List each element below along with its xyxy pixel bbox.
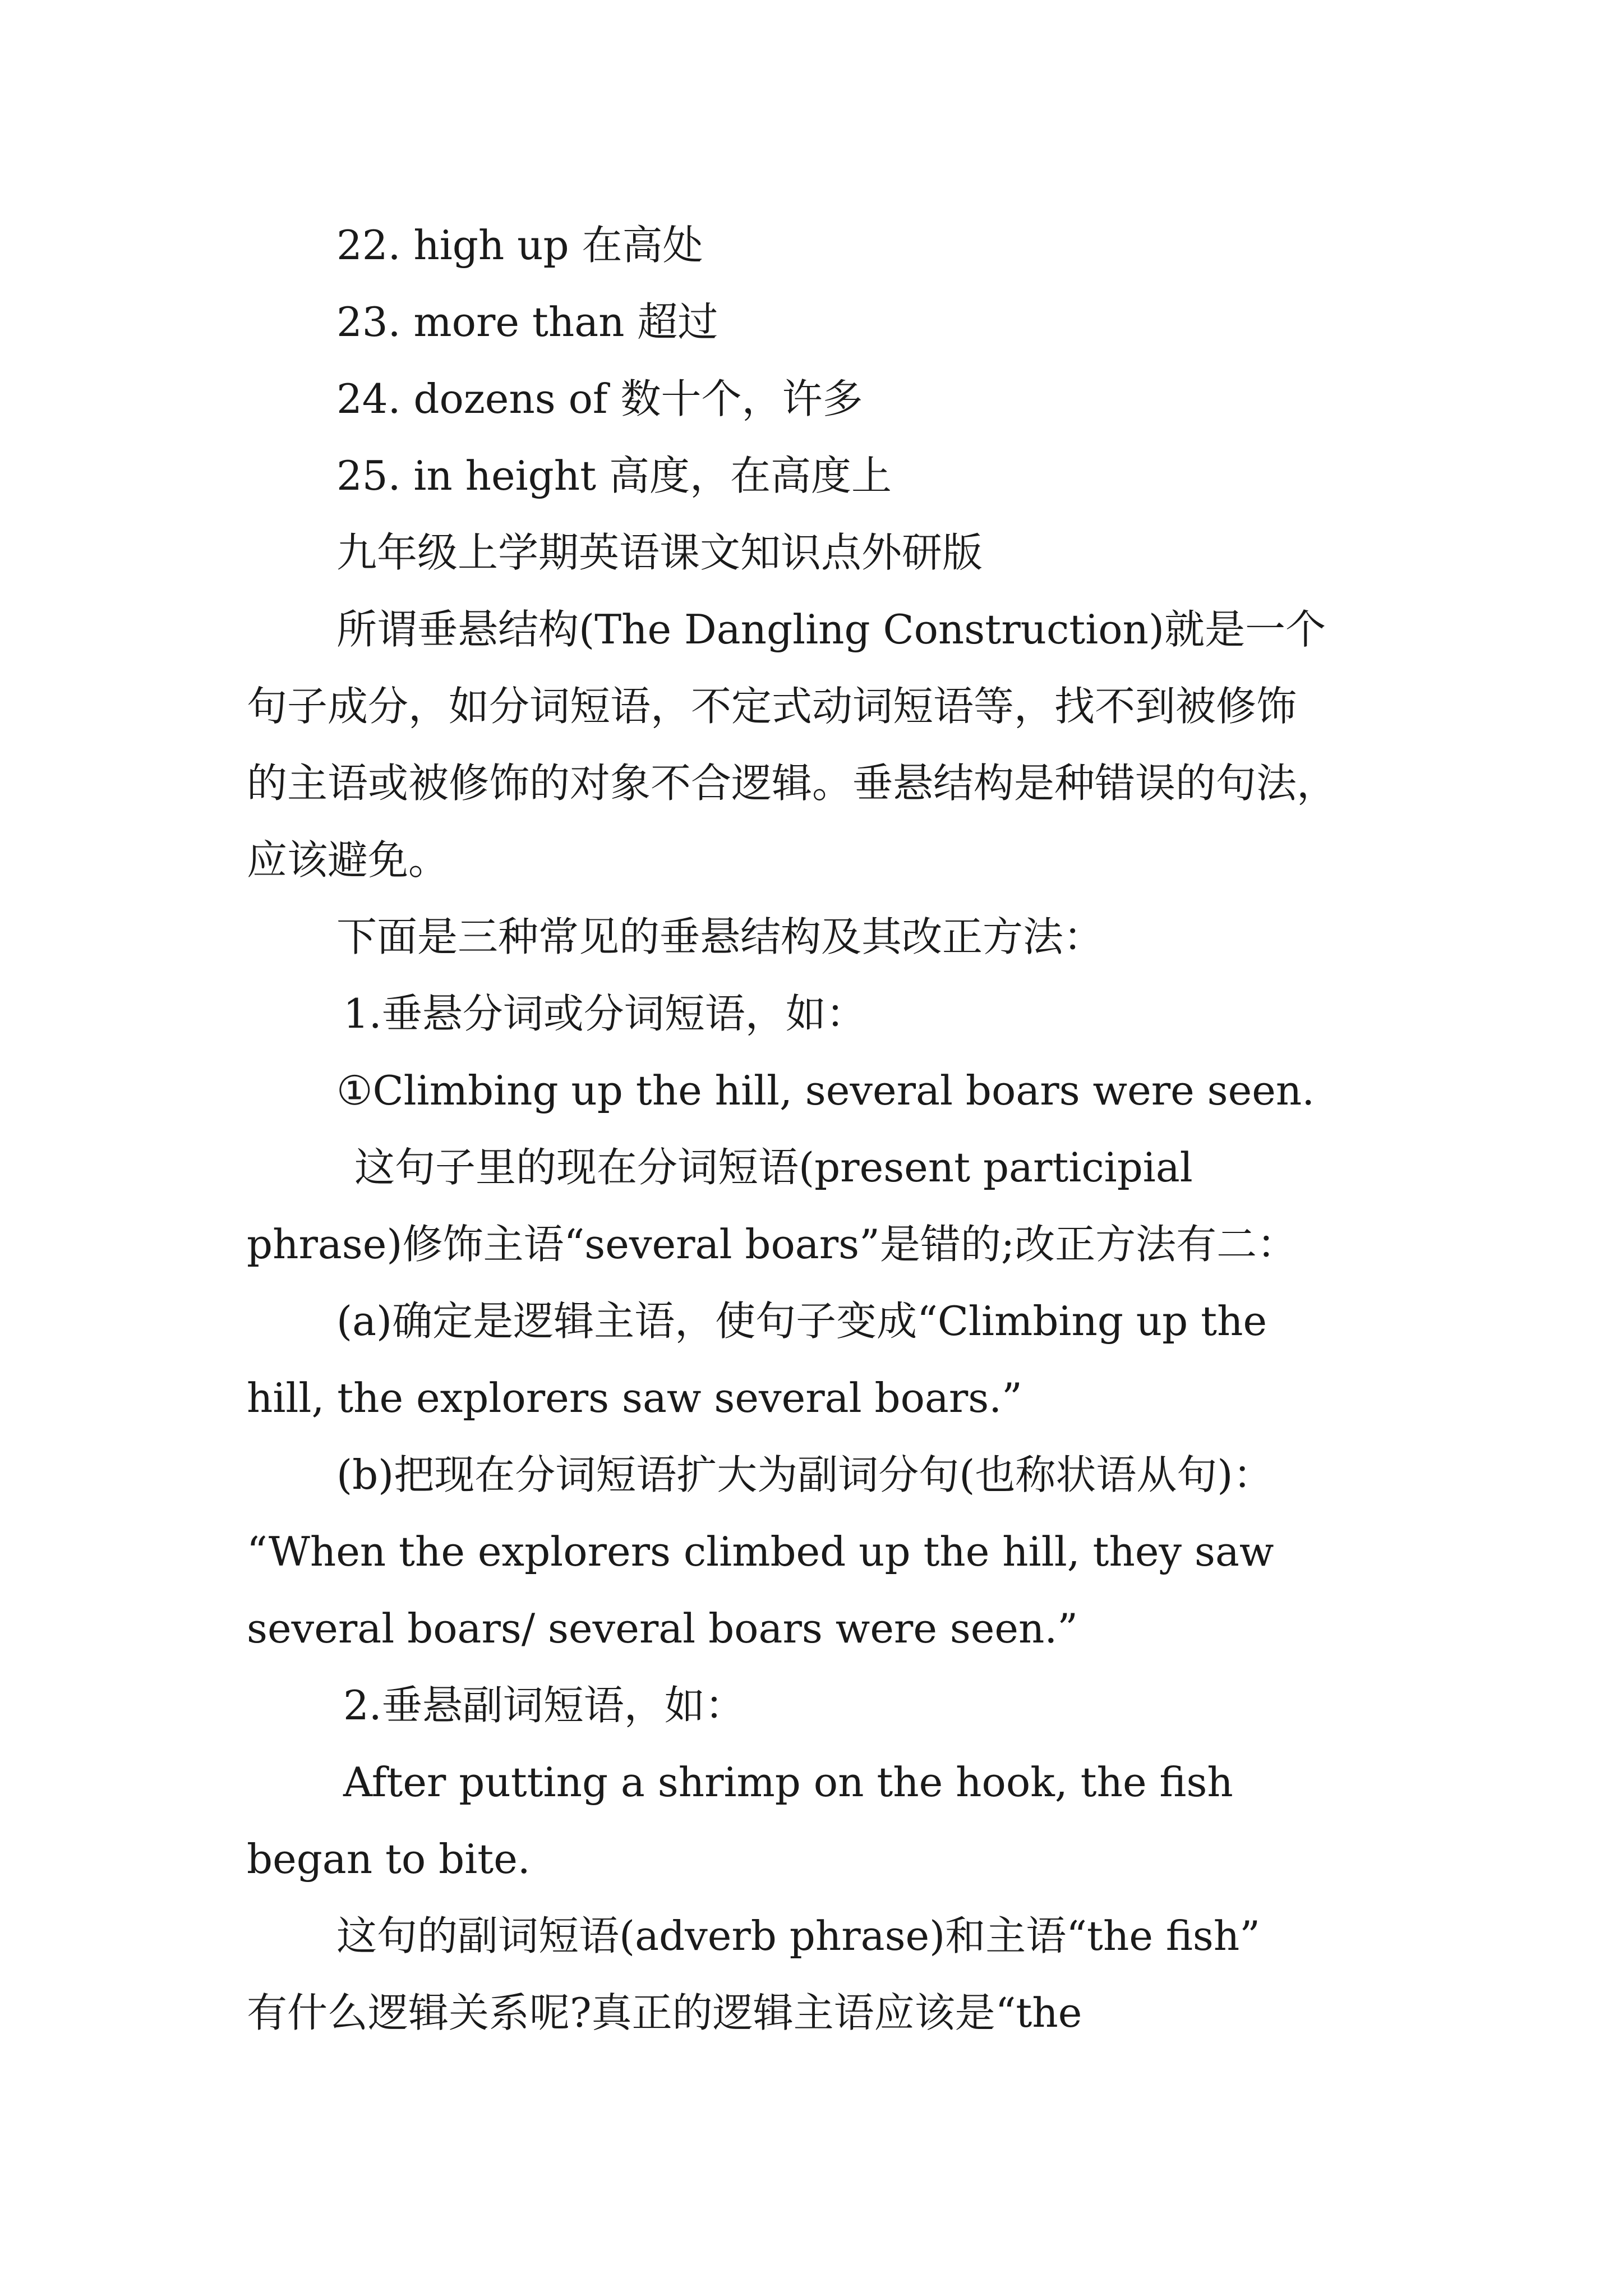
- list-item-23: 23. more than 超过: [336, 298, 718, 346]
- example-sentence: ①Climbing up the hill, several boars were seen.: [336, 1067, 1315, 1114]
- paragraph-line: 应该避免。: [247, 836, 449, 884]
- paragraph-line: 所谓垂悬结构(The Dangling Construction)就是一个: [336, 606, 1326, 653]
- paragraph-line: several boars/ several boars were seen.”: [247, 1605, 1078, 1652]
- paragraph-line: 句子成分，如分词短语，不定式动词短语等，找不到被修饰: [247, 683, 1297, 730]
- paragraph-line: (b)把现在分词短语扩大为副词分句(也称状语从句)：: [336, 1451, 1274, 1498]
- paragraph-line: “When the explorers climbed up the hill, they saw: [247, 1528, 1274, 1575]
- subheading: 2.垂悬副词短语，如：: [343, 1682, 745, 1729]
- paragraph-line: 的主语或被修饰的对象不合逻辑。垂悬结构是种错误的句法，: [247, 760, 1338, 807]
- list-item-24: 24. dozens of 数十个，许多: [336, 375, 863, 422]
- section-title: 九年级上学期英语课文知识点外研版: [336, 529, 983, 576]
- example-sentence: After putting a shrimp on the hook, the fish: [343, 1759, 1233, 1806]
- example-sentence: began to bite.: [247, 1835, 531, 1883]
- paragraph-line: phrase)修饰主语“several boars”是错的;改正方法有二：: [247, 1221, 1298, 1268]
- paragraph-line: (a)确定是逻辑主语，使句子变成“Climbing up the: [336, 1297, 1267, 1345]
- list-item-25: 25. in height 高度，在高度上: [336, 452, 892, 499]
- paragraph-line: 这句子里的现在分词短语(present participial: [354, 1144, 1193, 1191]
- subheading: 1.垂悬分词或分词短语，如：: [343, 990, 866, 1037]
- paragraph-line: 有什么逻辑关系呢?真正的逻辑主语应该是“the: [247, 1989, 1082, 2036]
- paragraph-line: 这句的副词短语(adverb phrase)和主语“the fish”: [336, 1912, 1261, 1959]
- paragraph-line: hill, the explorers saw several boars.”: [247, 1374, 1022, 1421]
- paragraph-line: 下面是三种常见的垂悬结构及其改正方法：: [336, 913, 1104, 960]
- list-item-22: 22. high up 在高处: [336, 222, 703, 269]
